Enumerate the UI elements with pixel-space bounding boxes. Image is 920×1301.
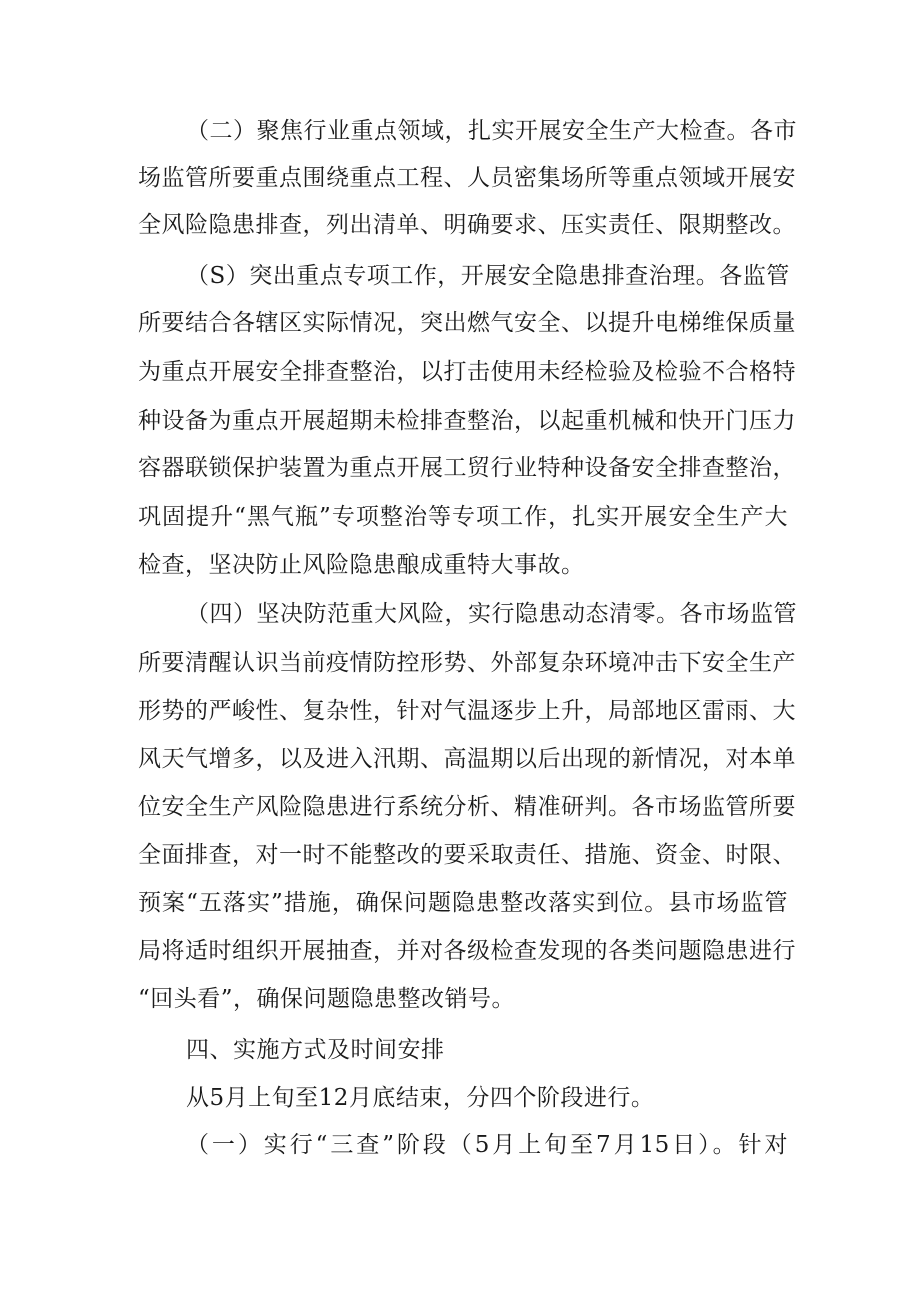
paragraph-3-line-6: 巩固提升“黑气瓶”专项整治等专项工作，扎实开展安全生产大 — [138, 504, 788, 530]
paragraph-4-line-7: 预案“五落实”措施，确保问题隐患整改落实到位。县市场监管 — [138, 890, 788, 916]
paragraph-4-line-1: （四）坚决防范重大风险，实行隐患动态清零。各市场监管 — [186, 601, 797, 627]
phase-one-line: （一）实行“三查”阶段（5月上旬至7月15日）。针对 — [186, 1132, 788, 1158]
paragraph-2-line-1: （二）聚焦行业重点领域，扎实开展安全生产大检查。各市 — [186, 118, 797, 144]
paragraph-3-line-4: 种设备为重点开展超期未检排查整治，以起重机械和快开门压力 — [138, 408, 796, 434]
paragraph-3-line-2: 所要结合各辖区实际情况，突出燃气安全、以提升电梯维保质量 — [138, 310, 796, 336]
paragraph-4-line-4: 风天气增多，以及进入汛期、高温期以后出现的新情况，对本单 — [138, 746, 796, 772]
paragraph-4-line-8: 局将适时组织开展抽查，并对各级检查发现的各类问题隐患进行 — [138, 938, 796, 964]
section-intro: 从5月上旬至12月底结束，分四个阶段进行。 — [186, 1085, 655, 1111]
paragraph-4-line-9: “回头看”，确保问题隐患整改销号。 — [138, 986, 516, 1012]
paragraph-3-line-5: 容器联锁保护装置为重点开展工贸行业特种设备安全排查整治， — [138, 455, 796, 481]
paragraph-2-line-2: 场监管所要重点围绕重点工程、人员密集场所等重点领域开展安 — [138, 165, 796, 191]
paragraph-3-line-7: 检查，坚决防止风险隐患酿成重特大事故。 — [138, 552, 585, 578]
paragraph-3-line-3: 为重点开展安全排查整治，以打击使用未经检验及检验不合格特 — [138, 359, 796, 385]
paragraph-4-line-2: 所要清醒认识当前疫情防控形势、外部复杂环境冲击下安全生产 — [138, 650, 796, 676]
paragraph-4-line-3: 形势的严峻性、复杂性，针对气温逐步上升，局部地区雷雨、大 — [138, 698, 796, 724]
paragraph-2-line-3: 全风险隐患排查，列出清单、明确要求、压实责任、限期整改。 — [138, 212, 796, 238]
section-heading: 四、实施方式及时间安排 — [186, 1037, 445, 1063]
paragraph-3-line-1: （S）突出重点专项工作，开展安全隐患排查治理。各监管 — [186, 263, 790, 289]
paragraph-4-line-5: 位安全生产风险隐患进行系统分析、精准研判。各市场监管所要 — [138, 794, 796, 820]
paragraph-4-line-6: 全面排查，对一时不能整改的要采取责任、措施、资金、时限、 — [138, 842, 796, 868]
